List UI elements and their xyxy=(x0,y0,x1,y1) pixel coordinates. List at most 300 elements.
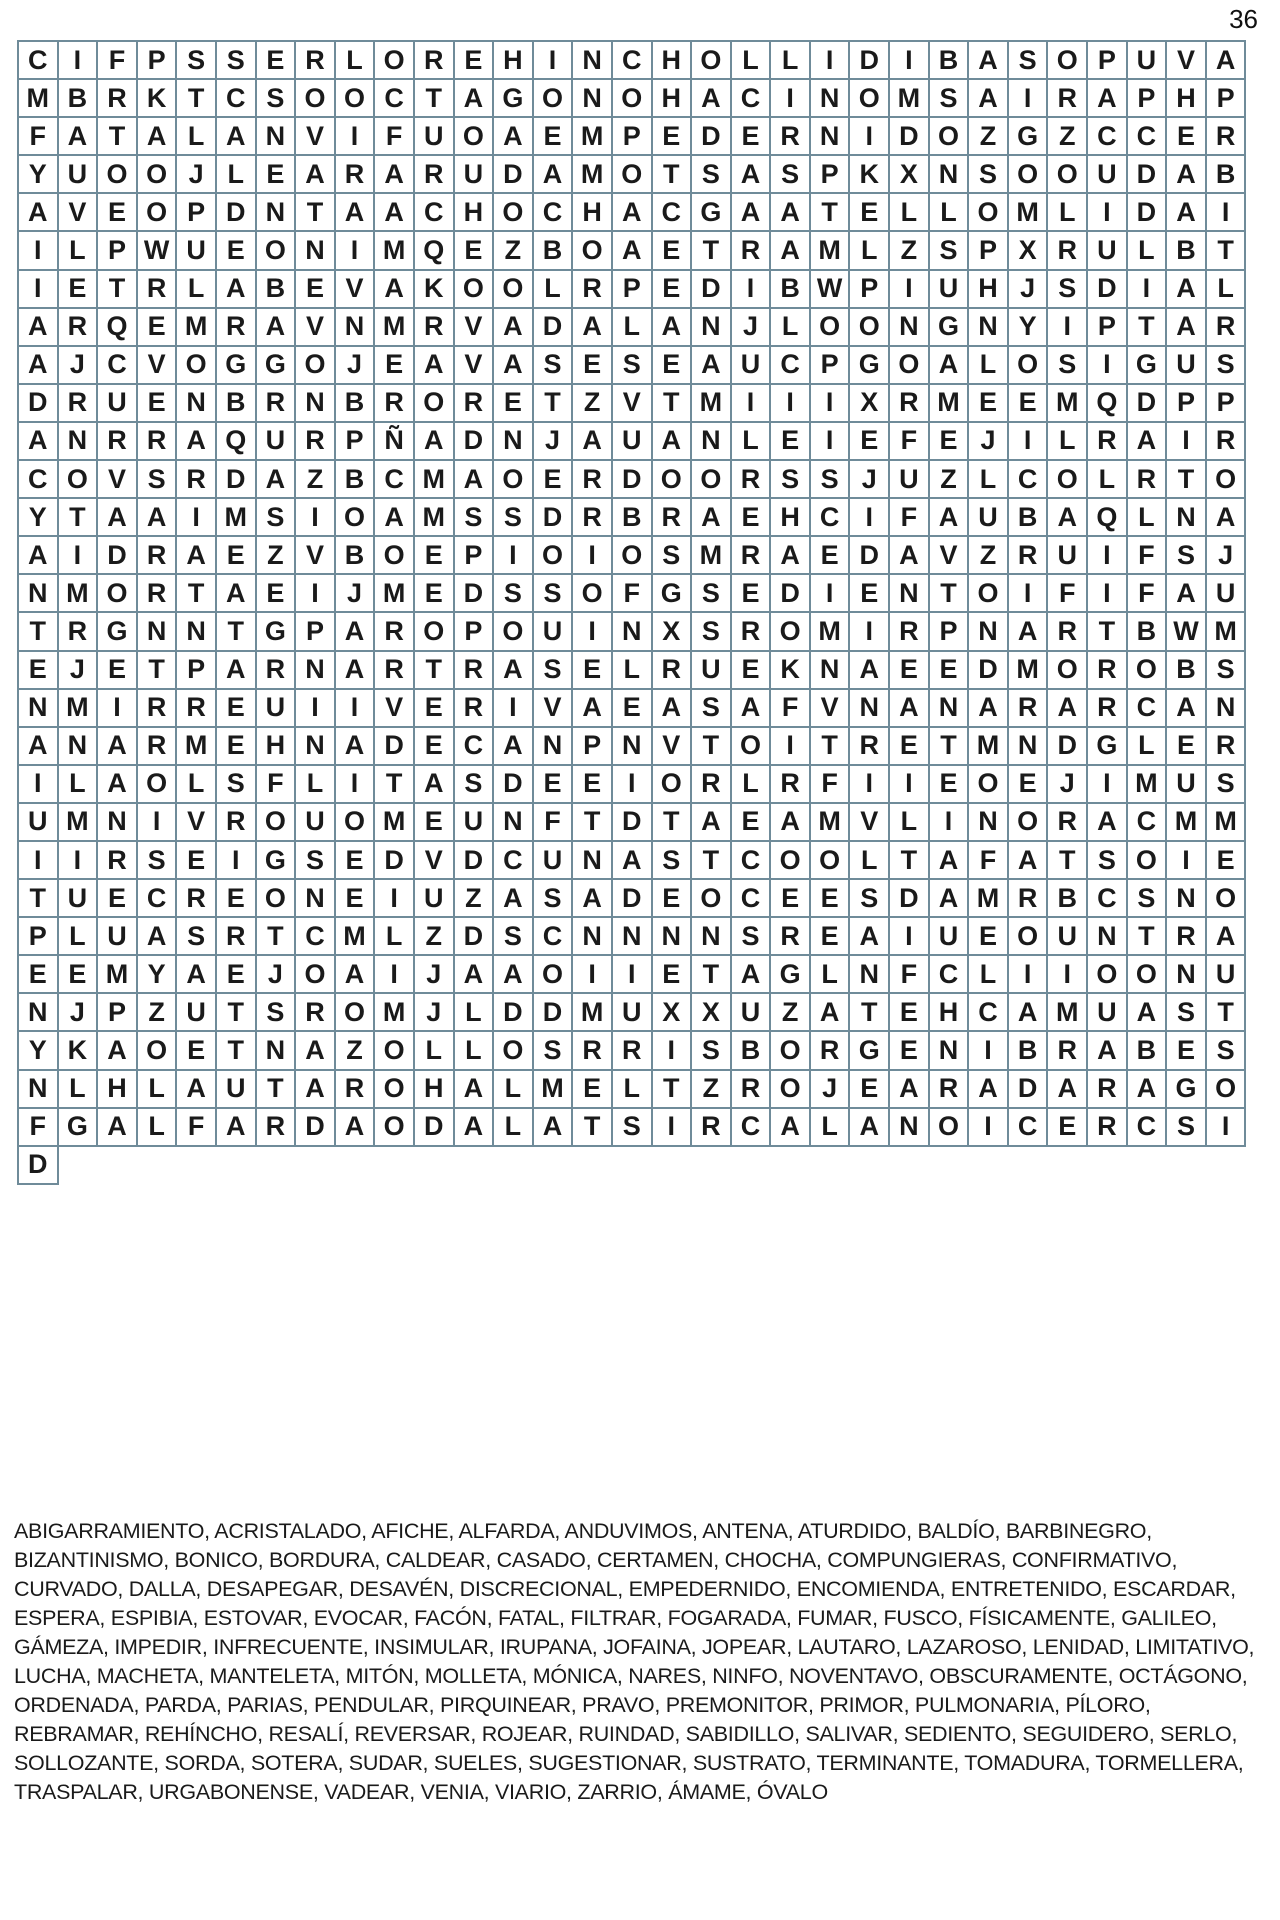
grid-cell[interactable]: A xyxy=(732,956,772,994)
grid-cell[interactable]: B xyxy=(1167,232,1207,270)
grid-cell[interactable]: Z xyxy=(969,537,1009,575)
grid-cell[interactable]: U xyxy=(890,461,930,499)
grid-cell[interactable]: V xyxy=(850,804,890,842)
grid-cell[interactable]: O xyxy=(59,461,99,499)
grid-cell[interactable]: S xyxy=(138,842,178,880)
grid-cell[interactable]: E xyxy=(217,728,257,766)
grid-cell[interactable]: C xyxy=(494,842,534,880)
grid-cell[interactable]: E xyxy=(257,575,297,613)
grid-cell[interactable]: E xyxy=(415,804,455,842)
grid-cell[interactable]: N xyxy=(890,575,930,613)
grid-cell[interactable]: H xyxy=(494,42,534,80)
grid-cell[interactable]: S xyxy=(692,613,732,651)
grid-cell[interactable]: T xyxy=(692,842,732,880)
grid-cell[interactable]: L xyxy=(1207,271,1247,309)
grid-cell[interactable]: O xyxy=(375,537,415,575)
grid-cell[interactable]: S xyxy=(692,575,732,613)
grid-cell[interactable]: I xyxy=(1207,1109,1247,1147)
grid-cell[interactable]: A xyxy=(890,537,930,575)
grid-cell[interactable]: M xyxy=(573,994,613,1032)
grid-cell[interactable]: B xyxy=(930,42,970,80)
grid-cell[interactable]: S xyxy=(257,994,297,1032)
grid-cell[interactable]: O xyxy=(930,1109,970,1147)
grid-cell[interactable]: U xyxy=(1167,347,1207,385)
grid-cell[interactable]: O xyxy=(296,80,336,118)
grid-cell[interactable]: A xyxy=(98,499,138,537)
grid-cell[interactable]: A xyxy=(1207,918,1247,956)
grid-cell[interactable]: T xyxy=(217,1032,257,1070)
grid-cell[interactable]: B xyxy=(1167,652,1207,690)
grid-cell[interactable]: E xyxy=(732,652,772,690)
grid-cell[interactable]: N xyxy=(573,80,613,118)
grid-cell[interactable]: U xyxy=(930,918,970,956)
grid-cell[interactable]: N xyxy=(296,232,336,270)
grid-cell[interactable]: D xyxy=(19,385,59,423)
grid-cell[interactable]: O xyxy=(613,537,653,575)
grid-cell[interactable]: B xyxy=(1128,1032,1168,1070)
grid-cell[interactable]: L xyxy=(455,1032,495,1070)
grid-cell[interactable]: B xyxy=(217,385,257,423)
grid-cell[interactable]: R xyxy=(1128,461,1168,499)
grid-cell[interactable]: S xyxy=(613,1109,653,1147)
grid-cell[interactable]: A xyxy=(336,613,376,651)
grid-cell[interactable]: Z xyxy=(138,994,178,1032)
grid-cell[interactable]: Q xyxy=(415,232,455,270)
grid-cell[interactable]: N xyxy=(1207,690,1247,728)
grid-cell[interactable]: B xyxy=(257,271,297,309)
grid-cell[interactable]: E xyxy=(613,690,653,728)
grid-cell[interactable]: O xyxy=(811,842,851,880)
grid-cell[interactable]: C xyxy=(613,42,653,80)
grid-cell[interactable]: M xyxy=(59,804,99,842)
grid-cell[interactable]: X xyxy=(850,385,890,423)
grid-cell[interactable]: T xyxy=(415,652,455,690)
grid-cell[interactable]: F xyxy=(1128,537,1168,575)
grid-cell[interactable]: R xyxy=(455,385,495,423)
grid-cell[interactable]: I xyxy=(1088,575,1128,613)
grid-cell[interactable]: A xyxy=(217,271,257,309)
grid-cell[interactable]: A xyxy=(296,1032,336,1070)
grid-cell[interactable]: Z xyxy=(771,994,811,1032)
grid-cell[interactable]: R xyxy=(296,42,336,80)
grid-cell[interactable]: G xyxy=(692,194,732,232)
grid-cell[interactable]: F xyxy=(375,118,415,156)
grid-cell[interactable]: M xyxy=(177,728,217,766)
grid-cell[interactable]: D xyxy=(415,1109,455,1147)
grid-cell[interactable]: D xyxy=(692,118,732,156)
grid-cell[interactable]: O xyxy=(415,613,455,651)
grid-cell[interactable]: B xyxy=(732,1032,772,1070)
grid-cell[interactable]: I xyxy=(1088,347,1128,385)
grid-cell[interactable]: L xyxy=(59,1071,99,1109)
grid-cell[interactable]: I xyxy=(653,1032,693,1070)
grid-cell[interactable]: R xyxy=(138,728,178,766)
grid-cell[interactable]: X xyxy=(692,994,732,1032)
grid-cell[interactable]: E xyxy=(890,728,930,766)
grid-cell[interactable]: R xyxy=(613,1032,653,1070)
grid-cell[interactable]: U xyxy=(257,690,297,728)
grid-cell[interactable]: C xyxy=(1128,804,1168,842)
grid-cell[interactable]: I xyxy=(1167,423,1207,461)
grid-cell[interactable]: C xyxy=(1009,461,1049,499)
grid-cell[interactable]: Z xyxy=(1048,118,1088,156)
grid-cell[interactable]: S xyxy=(1009,42,1049,80)
grid-cell[interactable]: S xyxy=(1207,766,1247,804)
grid-cell[interactable]: H xyxy=(969,271,1009,309)
grid-cell[interactable]: P xyxy=(613,271,653,309)
grid-cell[interactable]: N xyxy=(138,613,178,651)
grid-cell[interactable]: R xyxy=(732,461,772,499)
grid-cell[interactable]: S xyxy=(1128,880,1168,918)
grid-cell[interactable]: E xyxy=(59,956,99,994)
grid-cell[interactable]: T xyxy=(375,766,415,804)
grid-cell[interactable]: S xyxy=(930,232,970,270)
grid-cell[interactable]: T xyxy=(573,1109,613,1147)
grid-cell[interactable]: T xyxy=(653,804,693,842)
grid-cell[interactable]: M xyxy=(375,804,415,842)
grid-cell[interactable]: A xyxy=(494,728,534,766)
grid-cell[interactable]: O xyxy=(653,461,693,499)
grid-cell[interactable]: D xyxy=(771,575,811,613)
grid-cell[interactable]: E xyxy=(811,537,851,575)
grid-cell[interactable]: V xyxy=(138,347,178,385)
grid-cell[interactable]: A xyxy=(98,1109,138,1147)
grid-cell[interactable]: E xyxy=(1207,842,1247,880)
grid-cell[interactable]: N xyxy=(930,690,970,728)
grid-cell[interactable]: J xyxy=(177,156,217,194)
grid-cell[interactable]: C xyxy=(415,194,455,232)
grid-cell[interactable]: V xyxy=(613,385,653,423)
grid-cell[interactable]: H xyxy=(771,499,811,537)
grid-cell[interactable]: P xyxy=(1207,80,1247,118)
grid-cell[interactable]: D xyxy=(455,575,495,613)
grid-cell[interactable]: A xyxy=(890,1071,930,1109)
grid-cell[interactable]: G xyxy=(98,613,138,651)
grid-cell[interactable]: M xyxy=(1207,804,1247,842)
grid-cell[interactable]: A xyxy=(692,499,732,537)
grid-cell[interactable]: E xyxy=(732,804,772,842)
grid-cell[interactable]: Z xyxy=(415,918,455,956)
grid-cell[interactable]: A xyxy=(138,118,178,156)
grid-cell[interactable]: Z xyxy=(930,461,970,499)
grid-cell[interactable]: I xyxy=(890,766,930,804)
grid-cell[interactable]: O xyxy=(692,42,732,80)
grid-cell[interactable]: O xyxy=(613,156,653,194)
grid-cell[interactable]: S xyxy=(534,652,574,690)
grid-cell[interactable]: M xyxy=(534,1071,574,1109)
grid-cell[interactable]: E xyxy=(98,880,138,918)
grid-cell[interactable]: A xyxy=(732,194,772,232)
grid-cell[interactable]: U xyxy=(1088,232,1128,270)
grid-cell[interactable]: I xyxy=(336,690,376,728)
grid-cell[interactable]: J xyxy=(415,994,455,1032)
grid-cell[interactable]: K xyxy=(415,271,455,309)
grid-cell[interactable]: B xyxy=(1009,1032,1049,1070)
grid-cell[interactable]: D xyxy=(1009,1071,1049,1109)
grid-cell[interactable]: Z xyxy=(494,232,534,270)
grid-cell[interactable]: A xyxy=(98,766,138,804)
grid-cell[interactable]: N xyxy=(613,728,653,766)
grid-cell[interactable]: L xyxy=(138,1109,178,1147)
grid-cell[interactable]: E xyxy=(59,271,99,309)
grid-cell[interactable]: T xyxy=(415,80,455,118)
grid-cell[interactable]: R xyxy=(1088,1109,1128,1147)
grid-cell[interactable]: O xyxy=(613,80,653,118)
grid-cell[interactable]: C xyxy=(98,347,138,385)
grid-cell[interactable]: E xyxy=(573,652,613,690)
grid-cell[interactable]: L xyxy=(177,271,217,309)
grid-cell[interactable]: N xyxy=(177,613,217,651)
grid-cell[interactable]: A xyxy=(296,156,336,194)
grid-cell[interactable]: C xyxy=(771,347,811,385)
grid-cell[interactable]: L xyxy=(217,156,257,194)
grid-cell[interactable]: S xyxy=(494,575,534,613)
grid-cell[interactable]: A xyxy=(177,537,217,575)
grid-cell[interactable]: J xyxy=(59,994,99,1032)
grid-cell[interactable]: C xyxy=(534,918,574,956)
grid-cell[interactable]: O xyxy=(257,804,297,842)
grid-cell[interactable]: R xyxy=(415,156,455,194)
grid-cell[interactable]: G xyxy=(257,613,297,651)
grid-cell[interactable]: D xyxy=(1048,728,1088,766)
grid-cell[interactable]: L xyxy=(771,42,811,80)
grid-cell[interactable]: T xyxy=(653,1071,693,1109)
grid-cell[interactable]: E xyxy=(1167,728,1207,766)
grid-cell[interactable]: L xyxy=(1128,728,1168,766)
grid-cell[interactable]: R xyxy=(732,613,772,651)
grid-cell[interactable]: E xyxy=(217,880,257,918)
grid-cell[interactable]: V xyxy=(296,118,336,156)
grid-cell[interactable]: U xyxy=(257,423,297,461)
grid-cell[interactable]: O xyxy=(1207,880,1247,918)
grid-cell[interactable]: P xyxy=(177,194,217,232)
grid-cell[interactable]: D xyxy=(217,461,257,499)
grid-cell[interactable]: Z xyxy=(692,1071,732,1109)
grid-cell[interactable]: O xyxy=(653,766,693,804)
grid-cell[interactable]: L xyxy=(930,194,970,232)
grid-cell[interactable]: O xyxy=(415,385,455,423)
grid-cell[interactable]: D xyxy=(494,766,534,804)
grid-cell[interactable]: S xyxy=(177,918,217,956)
grid-cell[interactable]: J xyxy=(336,347,376,385)
grid-cell[interactable]: A xyxy=(1207,42,1247,80)
grid-cell[interactable]: R xyxy=(59,385,99,423)
grid-cell[interactable]: R xyxy=(98,842,138,880)
grid-cell[interactable]: S xyxy=(534,347,574,385)
grid-cell[interactable]: E xyxy=(534,118,574,156)
grid-cell[interactable]: A xyxy=(455,956,495,994)
grid-cell[interactable]: N xyxy=(257,1032,297,1070)
grid-cell[interactable]: D xyxy=(217,194,257,232)
grid-cell[interactable]: G xyxy=(1009,118,1049,156)
grid-cell[interactable]: K xyxy=(59,1032,99,1070)
grid-cell[interactable]: A xyxy=(336,1109,376,1147)
grid-cell[interactable]: R xyxy=(257,1109,297,1147)
grid-cell[interactable]: N xyxy=(1088,918,1128,956)
grid-cell[interactable]: O xyxy=(138,1032,178,1070)
grid-cell[interactable]: M xyxy=(930,385,970,423)
grid-cell[interactable]: A xyxy=(375,499,415,537)
grid-cell[interactable]: A xyxy=(1048,499,1088,537)
grid-cell[interactable]: E xyxy=(930,423,970,461)
grid-cell[interactable]: A xyxy=(1167,575,1207,613)
grid-cell[interactable]: O xyxy=(375,1109,415,1147)
grid-cell[interactable]: P xyxy=(138,42,178,80)
grid-cell[interactable]: W xyxy=(811,271,851,309)
grid-cell[interactable]: S xyxy=(217,42,257,80)
grid-cell[interactable]: R xyxy=(296,423,336,461)
grid-cell[interactable]: I xyxy=(1167,842,1207,880)
grid-cell[interactable]: E xyxy=(177,842,217,880)
grid-cell[interactable]: J xyxy=(969,423,1009,461)
grid-cell[interactable]: A xyxy=(969,42,1009,80)
grid-cell[interactable]: B xyxy=(336,385,376,423)
grid-cell[interactable]: N xyxy=(890,1109,930,1147)
grid-cell[interactable]: A xyxy=(573,880,613,918)
grid-cell[interactable]: F xyxy=(19,1109,59,1147)
grid-cell[interactable]: E xyxy=(1009,766,1049,804)
grid-cell[interactable]: A xyxy=(1088,1032,1128,1070)
grid-cell[interactable]: L xyxy=(177,118,217,156)
grid-cell[interactable]: U xyxy=(1167,766,1207,804)
grid-cell[interactable]: G xyxy=(1088,728,1128,766)
grid-cell[interactable]: U xyxy=(1128,42,1168,80)
grid-cell[interactable]: I xyxy=(811,385,851,423)
grid-cell[interactable]: T xyxy=(1207,232,1247,270)
grid-cell[interactable]: B xyxy=(336,537,376,575)
grid-cell[interactable]: R xyxy=(771,918,811,956)
grid-cell[interactable]: N xyxy=(1167,499,1207,537)
grid-cell[interactable]: S xyxy=(534,1032,574,1070)
grid-cell[interactable]: R xyxy=(811,1032,851,1070)
grid-cell[interactable]: A xyxy=(336,728,376,766)
grid-cell[interactable]: R xyxy=(177,880,217,918)
grid-cell[interactable]: E xyxy=(217,537,257,575)
grid-cell[interactable]: A xyxy=(1207,499,1247,537)
grid-cell[interactable]: A xyxy=(692,347,732,385)
grid-cell[interactable]: M xyxy=(177,309,217,347)
grid-cell[interactable]: M xyxy=(573,156,613,194)
grid-cell[interactable]: A xyxy=(613,194,653,232)
grid-cell[interactable]: S xyxy=(257,499,297,537)
grid-cell[interactable]: G xyxy=(930,309,970,347)
grid-cell[interactable]: R xyxy=(138,537,178,575)
grid-cell[interactable]: E xyxy=(573,347,613,385)
grid-cell[interactable]: P xyxy=(1167,385,1207,423)
grid-cell[interactable]: A xyxy=(1167,194,1207,232)
grid-cell[interactable]: R xyxy=(1048,804,1088,842)
grid-cell[interactable]: P xyxy=(296,613,336,651)
grid-cell[interactable]: A xyxy=(930,880,970,918)
grid-cell[interactable]: E xyxy=(771,880,811,918)
grid-cell[interactable]: L xyxy=(890,804,930,842)
grid-cell[interactable]: T xyxy=(1048,842,1088,880)
grid-cell[interactable]: E xyxy=(890,652,930,690)
grid-cell[interactable]: O xyxy=(771,1032,811,1070)
grid-cell[interactable]: E xyxy=(494,385,534,423)
grid-cell[interactable]: P xyxy=(98,232,138,270)
grid-cell[interactable]: S xyxy=(850,880,890,918)
grid-cell[interactable]: B xyxy=(1048,880,1088,918)
grid-cell[interactable]: R xyxy=(375,652,415,690)
grid-cell[interactable]: X xyxy=(653,613,693,651)
grid-cell[interactable]: A xyxy=(415,347,455,385)
grid-cell[interactable]: N xyxy=(930,1032,970,1070)
grid-cell[interactable]: N xyxy=(59,423,99,461)
grid-cell[interactable]: C xyxy=(1009,1109,1049,1147)
grid-cell[interactable]: D xyxy=(455,842,495,880)
grid-cell[interactable]: L xyxy=(494,1071,534,1109)
grid-cell[interactable]: O xyxy=(138,766,178,804)
grid-cell[interactable]: R xyxy=(1207,728,1247,766)
grid-cell[interactable]: C xyxy=(732,842,772,880)
grid-cell[interactable]: L xyxy=(1048,423,1088,461)
grid-cell[interactable]: C xyxy=(375,80,415,118)
grid-cell[interactable]: N xyxy=(613,918,653,956)
grid-cell[interactable]: A xyxy=(257,309,297,347)
grid-cell[interactable]: M xyxy=(59,575,99,613)
grid-cell[interactable]: S xyxy=(455,499,495,537)
grid-cell[interactable]: A xyxy=(771,537,811,575)
grid-cell[interactable]: N xyxy=(19,994,59,1032)
grid-cell[interactable]: O xyxy=(257,880,297,918)
grid-cell[interactable]: N xyxy=(19,690,59,728)
grid-cell[interactable]: O xyxy=(811,309,851,347)
grid-cell[interactable]: T xyxy=(811,728,851,766)
grid-cell[interactable]: A xyxy=(930,347,970,385)
grid-cell[interactable]: A xyxy=(969,1071,1009,1109)
grid-cell[interactable]: J xyxy=(415,956,455,994)
grid-cell[interactable]: O xyxy=(296,347,336,385)
grid-cell[interactable]: L xyxy=(771,309,811,347)
grid-cell[interactable]: F xyxy=(890,956,930,994)
grid-cell[interactable]: M xyxy=(692,537,732,575)
grid-cell[interactable]: A xyxy=(455,1109,495,1147)
grid-cell[interactable]: J xyxy=(59,652,99,690)
grid-cell[interactable]: I xyxy=(771,385,811,423)
grid-cell[interactable]: I xyxy=(1207,194,1247,232)
grid-cell[interactable]: I xyxy=(1048,309,1088,347)
grid-cell[interactable]: S xyxy=(494,499,534,537)
grid-cell[interactable]: M xyxy=(811,232,851,270)
grid-cell[interactable]: R xyxy=(771,766,811,804)
grid-cell[interactable]: T xyxy=(98,271,138,309)
grid-cell[interactable]: M xyxy=(98,956,138,994)
grid-cell[interactable]: H xyxy=(1167,80,1207,118)
grid-cell[interactable]: P xyxy=(573,728,613,766)
grid-cell[interactable]: A xyxy=(494,880,534,918)
grid-cell[interactable]: R xyxy=(1048,232,1088,270)
grid-cell[interactable]: M xyxy=(1207,613,1247,651)
grid-cell[interactable]: C xyxy=(534,194,574,232)
grid-cell[interactable]: E xyxy=(415,690,455,728)
grid-cell[interactable]: C xyxy=(1128,1109,1168,1147)
grid-cell[interactable]: E xyxy=(890,1032,930,1070)
grid-cell[interactable]: E xyxy=(732,575,772,613)
grid-cell[interactable]: I xyxy=(1048,956,1088,994)
grid-cell[interactable]: S xyxy=(1167,537,1207,575)
grid-cell[interactable]: H xyxy=(573,194,613,232)
grid-cell[interactable]: F xyxy=(1128,575,1168,613)
grid-cell[interactable]: L xyxy=(336,42,376,80)
grid-cell[interactable]: E xyxy=(930,652,970,690)
grid-cell[interactable]: I xyxy=(969,1109,1009,1147)
grid-cell[interactable]: I xyxy=(336,766,376,804)
grid-cell[interactable]: P xyxy=(177,652,217,690)
grid-cell[interactable]: T xyxy=(534,385,574,423)
grid-cell[interactable]: N xyxy=(692,423,732,461)
grid-cell[interactable]: S xyxy=(296,842,336,880)
